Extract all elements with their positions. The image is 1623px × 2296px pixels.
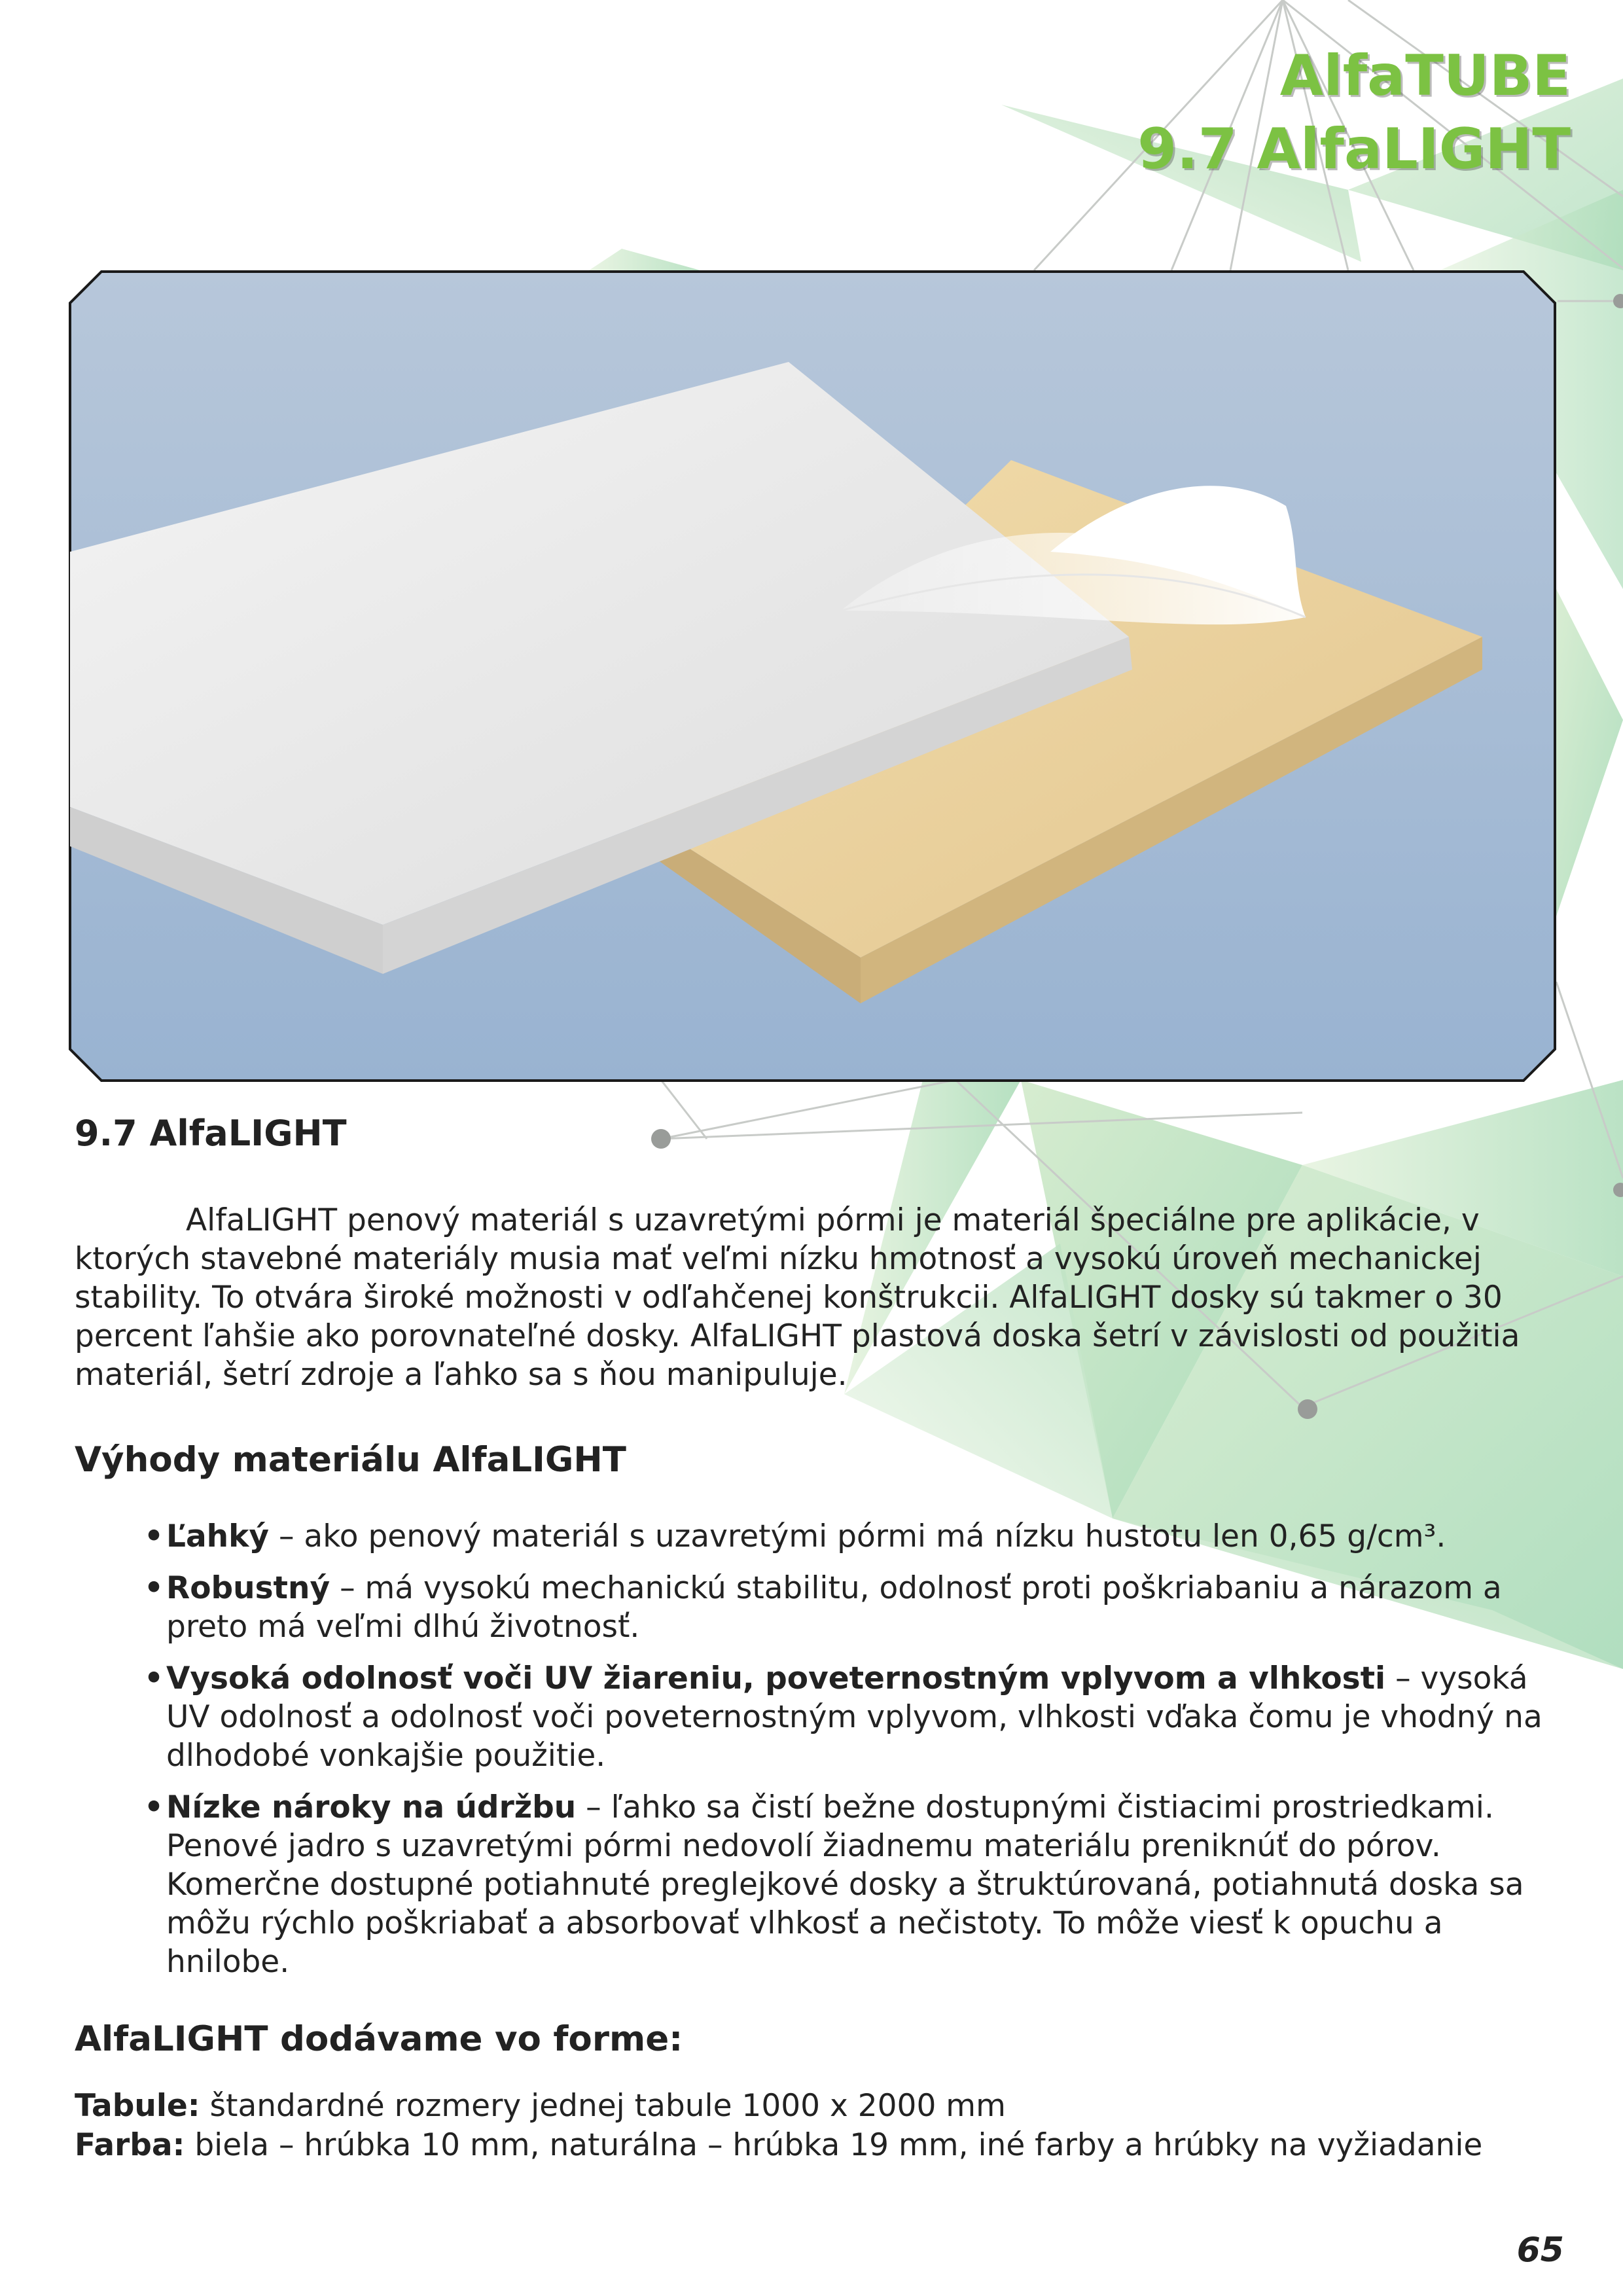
benefit-text: – vysoká UV odolnosť a odolnosť voči poveternostným vplyvom, vlhkosti vďaka čomu je vhodný na dlhodobé vonkajšie použitie.	[166, 1660, 1543, 1774]
benefits-heading: Výhody materiálu AlfaLIGHT	[75, 1440, 626, 1480]
spec-color	[75, 2126, 1567, 2164]
benefit-text: – ako penový materiál s uzavretými pórmi má nízku hustotu len 0,65 g/cm³.	[269, 1518, 1446, 1554]
page-number: 65	[1516, 2231, 1564, 2270]
spec-color-label: Farba:	[75, 2127, 185, 2163]
header-title	[1137, 39, 1571, 186]
header-title-line1: AlfaTUBE	[1279, 43, 1571, 109]
benefit-term: Nízke nároky na údržbu	[166, 1789, 577, 1825]
benefit-item-lightweight	[144, 1517, 1544, 1556]
benefit-term: Ľahký	[166, 1518, 270, 1554]
benefits-list	[144, 1517, 1544, 1994]
benefit-text: – má vysokú mechanickú stabilitu, odolnosť proti poškriabaniu a nárazom a preto má veľmi dlhú životnosť.	[166, 1570, 1502, 1645]
benefit-item-robust	[144, 1569, 1544, 1646]
spec-sheets	[75, 2087, 1567, 2125]
product-photo	[69, 270, 1556, 1082]
benefit-term: Vysoká odolnosť voči UV žiareniu, poveternostným vplyvom a vlhkosti	[166, 1660, 1386, 1696]
spec-sheets-value: štandardné rozmery jednej tabule 1000 x 2000 mm	[200, 2088, 1006, 2124]
benefit-term: Robustný	[166, 1570, 330, 1606]
intro-paragraph	[75, 1201, 1547, 1394]
forms-heading: AlfaLIGHT dodávame vo forme:	[75, 2019, 683, 2059]
benefit-item-low-maintenance	[144, 1788, 1544, 1981]
benefit-item-uv-resistance	[144, 1659, 1544, 1775]
header-title-line2: 9.7 AlfaLIGHT	[1137, 117, 1571, 182]
section-heading: 9.7 AlfaLIGHT	[75, 1113, 347, 1154]
intro-text: AlfaLIGHT penový materiál s uzavretými pórmi je materiál špeciálne pre aplikácie, v ktorých stavebné materiály musia mať veľmi nízku hmotnosť a vysokú úroveň mechanickej stability. To otvára široké možnosti v odľahčenej konštrukcii. AlfaLIGHT dosky sú takmer o 30 percent ľahšie ako porovnateľné dosky. AlfaLIGHT plastová doska šetrí v závislosti od použitia materiál, šetrí zdroje a ľahko sa s ňou manipuluje.	[75, 1202, 1520, 1393]
spec-color-value: biela – hrúbka 10 mm, naturálna – hrúbka 19 mm, iné farby a hrúbky na vyžiadanie	[185, 2127, 1483, 2163]
benefit-text: – ľahko sa čistí bežne dostupnými čistiacimi prostriedkami. Penové jadro s uzavretými pórmi nedovolí žiadnemu materiálu preniknúť do pórov. Komerčne dostupné potiahnuté preglejkové dosky a štruktúrovaná, potiahnutá doska sa môžu rýchlo poškriabať a absorbovať vlhkosť a nečistoty. To môže viesť k opuchu a hnilobe.	[166, 1789, 1524, 1980]
spec-sheets-label: Tabule:	[75, 2088, 200, 2124]
